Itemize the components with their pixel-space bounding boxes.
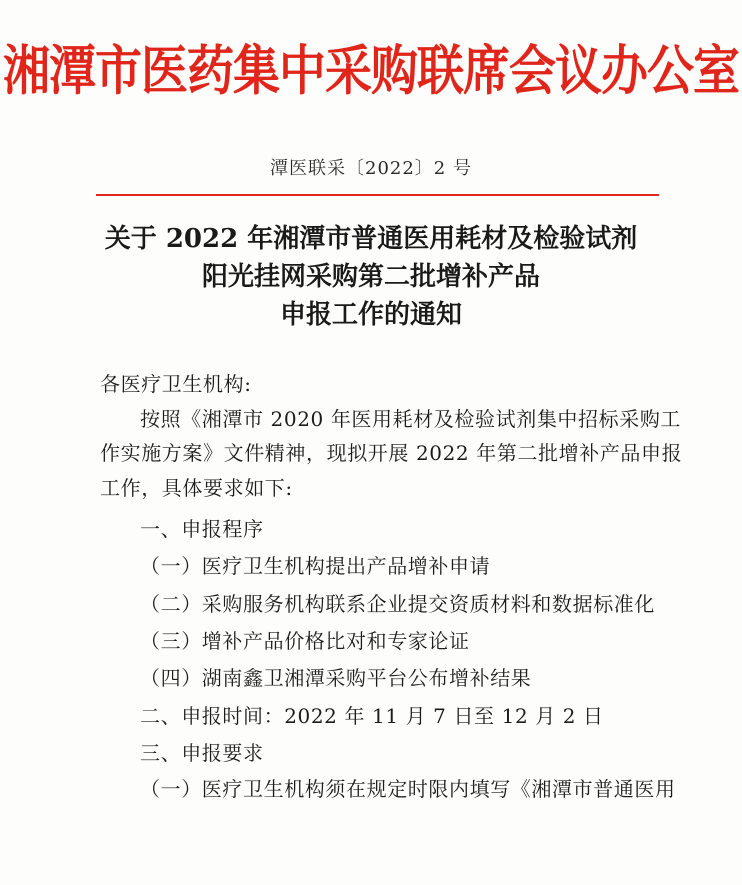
- title-line-1: 关于 2022 年湘潭市普通医用耗材及检验试剂: [104, 224, 638, 254]
- procedure-step: （一）医疗卫生机构提出产品增补申请: [140, 554, 491, 578]
- title-line-2: 阳光挂网采购第二批增补产品: [201, 262, 540, 292]
- intro-paragraph-line: 工作，具体要求如下:: [100, 476, 293, 500]
- title-line-3: 申报工作的通知: [279, 300, 462, 330]
- section-heading-time: 二、申报时间：2022 年 11 月 7 日至 12 月 2 日: [140, 704, 604, 728]
- procedure-step: （三）增补产品价格比对和专家论证: [140, 629, 470, 653]
- section-heading-requirements: 三、申报要求: [140, 741, 264, 765]
- issuer-header: 湘潭市医药集中采购联席会议办公室: [3, 40, 739, 103]
- intro-paragraph-line: 作实施方案》文件精神，现拟开展 2022 年第二批增补产品申报: [100, 441, 683, 465]
- section-heading-procedure: 一、申报程序: [140, 517, 264, 541]
- procedure-step: （二）采购服务机构联系企业提交资质材料和数据标准化: [140, 592, 655, 616]
- salutation: 各医疗卫生机构:: [100, 372, 252, 396]
- intro-paragraph-line: 按照《湘潭市 2020 年医用耗材及检验试剂集中招标采购工: [140, 407, 682, 431]
- red-divider-line: [96, 194, 659, 196]
- requirement-item: （一）医疗卫生机构须在规定时限内填写《湘潭市普通医用: [140, 777, 676, 801]
- procedure-step: （四）湖南鑫卫湘潭采购平台公布增补结果: [140, 666, 532, 690]
- document-number: 潭医联采〔2022〕2 号: [270, 158, 472, 179]
